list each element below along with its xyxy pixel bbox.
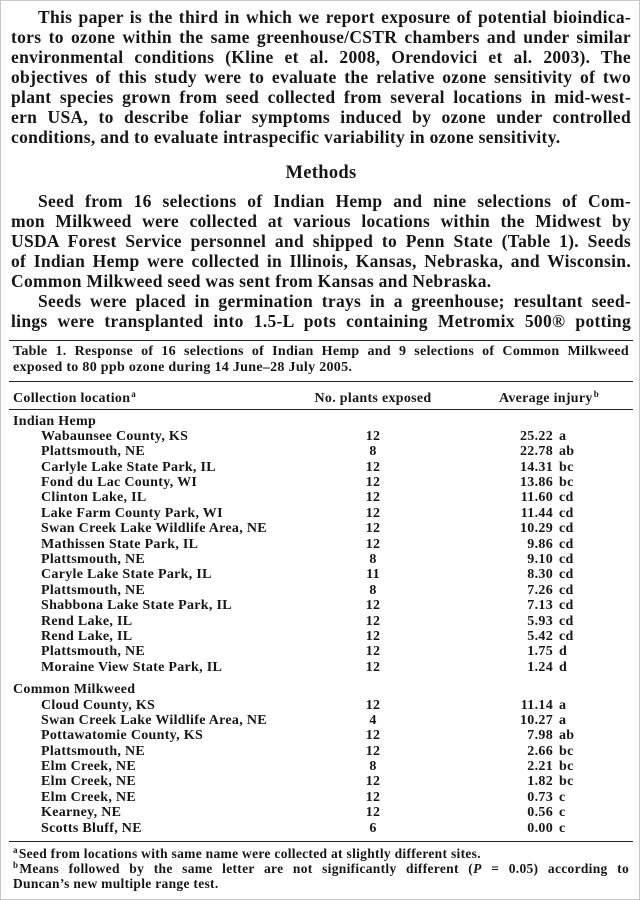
cell-significance-letters: cd	[559, 490, 574, 506]
cell-collection-location: Lake Farm County Park, WI	[41, 505, 223, 521]
cell-collection-location: Swan Creek Lake Wildlife Area, NE	[41, 521, 267, 537]
cell-plants-exposed: 12	[365, 789, 381, 805]
cell-significance-letters: a	[559, 697, 567, 713]
table-row	[13, 614, 629, 629]
table-row	[13, 644, 629, 659]
cell-significance-letters: c	[559, 820, 566, 836]
cell-plants-exposed: 12	[365, 428, 381, 444]
cell-collection-location: Cloud County, KS	[41, 697, 156, 713]
cell-plants-exposed: 12	[365, 490, 381, 506]
cell-plants-exposed: 12	[365, 728, 381, 744]
cell-plants-exposed: 6	[369, 820, 377, 836]
table-row	[13, 821, 629, 836]
table-row	[13, 567, 629, 582]
table-row	[13, 506, 629, 521]
cell-collection-location: Moraine View State Park, IL	[41, 659, 223, 675]
text-line: Common Milkweed seed was sent from Kansas and Nebraska.	[11, 271, 492, 291]
cell-average-injury: 11.44	[520, 505, 553, 521]
footnote-marker: a	[131, 389, 137, 399]
cell-significance-letters: cd	[559, 567, 574, 583]
cell-significance-letters: bc	[559, 475, 574, 491]
cell-plants-exposed: 4	[369, 712, 377, 728]
cell-collection-location: Plattsmouth, NE	[41, 444, 146, 460]
table-row	[13, 444, 629, 459]
table-row	[13, 537, 629, 552]
cell-significance-letters: cd	[559, 552, 574, 568]
cell-significance-letters: cd	[559, 505, 574, 521]
cell-significance-letters: bc	[559, 774, 574, 790]
cell-significance-letters: bc	[559, 743, 574, 759]
table-row	[13, 713, 629, 728]
table-row	[13, 805, 629, 820]
footnote-a	[13, 846, 629, 861]
caption-line: exposed to 80 ppb ozone during 14 June–28 July 2005.	[13, 360, 353, 375]
text-line: of Indian Hemp were collected in Illinois, Kansas, Nebraska, and Wisconsin.	[11, 251, 631, 271]
cell-collection-location: Mathissen State Park, IL	[41, 536, 199, 552]
cell-average-injury: 1.75	[527, 644, 553, 660]
cell-plants-exposed: 8	[369, 582, 377, 598]
cell-collection-location: Clinton Lake, IL	[41, 490, 147, 506]
cell-collection-location: Kearney, NE	[41, 805, 122, 821]
cell-collection-location: Carlyle Lake State Park, IL	[41, 459, 216, 475]
text-line: plant species grown from seed collected from several locations in mid-west-	[11, 87, 631, 107]
footnote-text: Means followed by the same letter are not significantly different (	[19, 861, 474, 876]
cell-collection-location: Scotts Bluff, NE	[41, 820, 142, 836]
species-group-heading: Indian Hemp	[13, 413, 97, 429]
cell-significance-letters: a	[559, 712, 567, 728]
cell-average-injury: 0.00	[527, 820, 553, 836]
cell-average-injury: 8.30	[527, 567, 553, 583]
cell-plants-exposed: 12	[365, 598, 381, 614]
footnote-italic-symbol: P	[473, 861, 482, 876]
table-row	[13, 460, 629, 475]
table-row	[13, 598, 629, 613]
header-average-injury	[489, 391, 609, 407]
text-line: ern USA, to describe foliar symptoms induced by ozone under controlled	[11, 107, 631, 127]
table-row	[13, 698, 629, 713]
table-body	[13, 414, 629, 837]
cell-collection-location: Rend Lake, IL	[41, 628, 133, 644]
cell-average-injury: 10.29	[520, 521, 553, 537]
cell-average-injury: 9.86	[527, 536, 553, 552]
table-row	[13, 660, 629, 675]
table-group	[13, 682, 629, 836]
cell-average-injury: 9.10	[527, 552, 553, 568]
cell-average-injury: 1.82	[527, 774, 553, 790]
table-header-bottom-rule	[9, 409, 633, 410]
text-line: conditions, and to evaluate intraspecific variability in ozone sensitivity.	[11, 127, 561, 147]
cell-significance-letters: cd	[559, 582, 574, 598]
cell-average-injury: 0.56	[527, 805, 553, 821]
cell-collection-location: Rend Lake, IL	[41, 613, 133, 629]
header-label: Collection location	[13, 391, 131, 406]
text-line: Seed from 16 selections of Indian Hemp and nine selections of Com-	[38, 191, 631, 211]
text-line: objectives of this study were to evaluate the relative ozone sensitivity of two	[11, 67, 631, 87]
cell-significance-letters: cd	[559, 598, 574, 614]
footnote-b-line	[13, 861, 629, 876]
cell-average-injury: 11.14	[520, 697, 553, 713]
cell-average-injury: 0.73	[527, 789, 553, 805]
table-row	[13, 790, 629, 805]
cell-collection-location: Swan Creek Lake Wildlife Area, NE	[41, 712, 267, 728]
cell-significance-letters: cd	[559, 628, 574, 644]
cell-average-injury: 13.86	[520, 475, 553, 491]
cell-plants-exposed: 12	[365, 505, 381, 521]
cell-average-injury: 5.93	[527, 613, 553, 629]
table-row	[13, 521, 629, 536]
table-row	[13, 490, 629, 505]
cell-plants-exposed: 12	[365, 774, 381, 790]
table-bottom-rule	[9, 841, 633, 842]
cell-collection-location: Wabaunsee County, KS	[41, 428, 189, 444]
footnote-marker: b	[593, 389, 600, 399]
cell-collection-location: Elm Creek, NE	[41, 774, 137, 790]
table-row	[13, 774, 629, 789]
cell-plants-exposed: 12	[365, 521, 381, 537]
cell-average-injury: 5.42	[527, 628, 553, 644]
cell-plants-exposed: 12	[365, 628, 381, 644]
table-row	[13, 429, 629, 444]
caption-line: Table 1. Response of 16 selections of Indian Hemp and 9 selections of Common Milkweed	[13, 344, 629, 359]
text-line: environmental conditions (Kline et al. 2008, Orendovici et al. 2003). The	[11, 47, 631, 67]
table-row	[13, 552, 629, 567]
header-plants-exposed: No. plants exposed	[314, 391, 432, 406]
cell-collection-location: Elm Creek, NE	[41, 789, 137, 805]
cell-collection-location: Plattsmouth, NE	[41, 743, 146, 759]
table-row	[13, 759, 629, 774]
cell-plants-exposed: 8	[369, 759, 377, 775]
cell-significance-letters: d	[559, 659, 568, 675]
cell-plants-exposed: 12	[365, 613, 381, 629]
cell-significance-letters: cd	[559, 536, 574, 552]
text-line: mon Milkweed were collected at various locations within the Midwest by	[11, 211, 631, 231]
footnote-text: = 0.05) according to	[481, 861, 629, 876]
cell-collection-location: Plattsmouth, NE	[41, 582, 146, 598]
cell-significance-letters: c	[559, 789, 566, 805]
table-group	[13, 414, 629, 676]
methods-paragraph-germination	[11, 291, 631, 331]
cell-plants-exposed: 12	[365, 475, 381, 491]
cell-significance-letters: bc	[559, 759, 574, 775]
cell-significance-letters: ab	[559, 728, 575, 744]
table-top-rule	[9, 340, 633, 341]
table-header-row	[13, 391, 629, 407]
cell-average-injury: 7.13	[527, 598, 553, 614]
cell-average-injury: 10.27	[520, 712, 553, 728]
cell-plants-exposed: 12	[365, 743, 381, 759]
cell-average-injury: 25.22	[520, 428, 553, 444]
cell-collection-location: Shabbona Lake State Park, IL	[41, 598, 232, 614]
cell-significance-letters: ab	[559, 444, 575, 460]
intro-paragraph	[11, 7, 631, 147]
cell-average-injury: 7.98	[527, 728, 553, 744]
cell-average-injury: 11.60	[520, 490, 553, 506]
cell-average-injury: 14.31	[520, 459, 553, 475]
table-caption	[13, 344, 629, 376]
cell-plants-exposed: 12	[365, 805, 381, 821]
cell-plants-exposed: 8	[369, 444, 377, 460]
footnote-marker: b	[13, 860, 19, 870]
text-line: This paper is the third in which we report exposure of potential bioindica-	[38, 7, 631, 27]
cell-collection-location: Plattsmouth, NE	[41, 644, 146, 660]
species-group-heading: Common Milkweed	[13, 682, 136, 698]
cell-collection-location: Pottawatomie County, KS	[41, 728, 204, 744]
text-line: lings were transplanted into 1.5-L pots containing Metromix 500® potting	[11, 311, 631, 331]
cell-plants-exposed: 12	[365, 644, 381, 660]
cell-average-injury: 1.24	[527, 659, 553, 675]
cell-significance-letters: bc	[559, 459, 574, 475]
table-row	[13, 744, 629, 759]
text-line: tors to ozone within the same greenhouse/CSTR chambers and under similar	[11, 27, 631, 47]
cell-plants-exposed: 8	[369, 552, 377, 568]
table-row	[13, 475, 629, 490]
cell-plants-exposed: 11	[366, 567, 380, 583]
header-label: Average injury	[498, 391, 593, 406]
text-line: Seeds were placed in germination trays in a greenhouse; resultant seed-	[38, 291, 631, 311]
cell-average-injury: 22.78	[520, 444, 553, 460]
table-header-top-rule	[9, 381, 633, 382]
footnote-b-line: Duncan’s new multiple range test.	[13, 876, 219, 891]
cell-plants-exposed: 12	[365, 536, 381, 552]
cell-significance-letters: d	[559, 644, 568, 660]
cell-plants-exposed: 12	[365, 659, 381, 675]
methods-paragraph-seed-collection	[11, 191, 631, 291]
cell-collection-location: Fond du Lac County, WI	[41, 475, 198, 491]
cell-significance-letters: cd	[559, 613, 574, 629]
cell-plants-exposed: 12	[365, 459, 381, 475]
cell-plants-exposed: 12	[365, 697, 381, 713]
cell-collection-location: Caryle Lake State Park, IL	[41, 567, 212, 583]
footnote-text: Seed from locations with same name were collected at slightly different sites.	[18, 846, 481, 861]
cell-significance-letters: a	[559, 428, 567, 444]
cell-collection-location: Plattsmouth, NE	[41, 552, 146, 568]
footnote-marker: a	[13, 845, 18, 855]
cell-collection-location: Elm Creek, NE	[41, 759, 137, 775]
cell-average-injury: 2.21	[527, 759, 553, 775]
table-row	[13, 728, 629, 743]
cell-average-injury: 7.26	[527, 582, 553, 598]
table-row	[13, 629, 629, 644]
header-collection-location	[13, 391, 136, 407]
methods-heading: Methods	[285, 163, 357, 183]
table-row	[13, 583, 629, 598]
text-line: USDA Forest Service personnel and shipped to Penn State (Table 1). Seeds	[11, 231, 631, 251]
cell-significance-letters: c	[559, 805, 566, 821]
cell-significance-letters: cd	[559, 521, 574, 537]
cell-average-injury: 2.66	[527, 743, 553, 759]
table-footnotes	[13, 846, 629, 891]
